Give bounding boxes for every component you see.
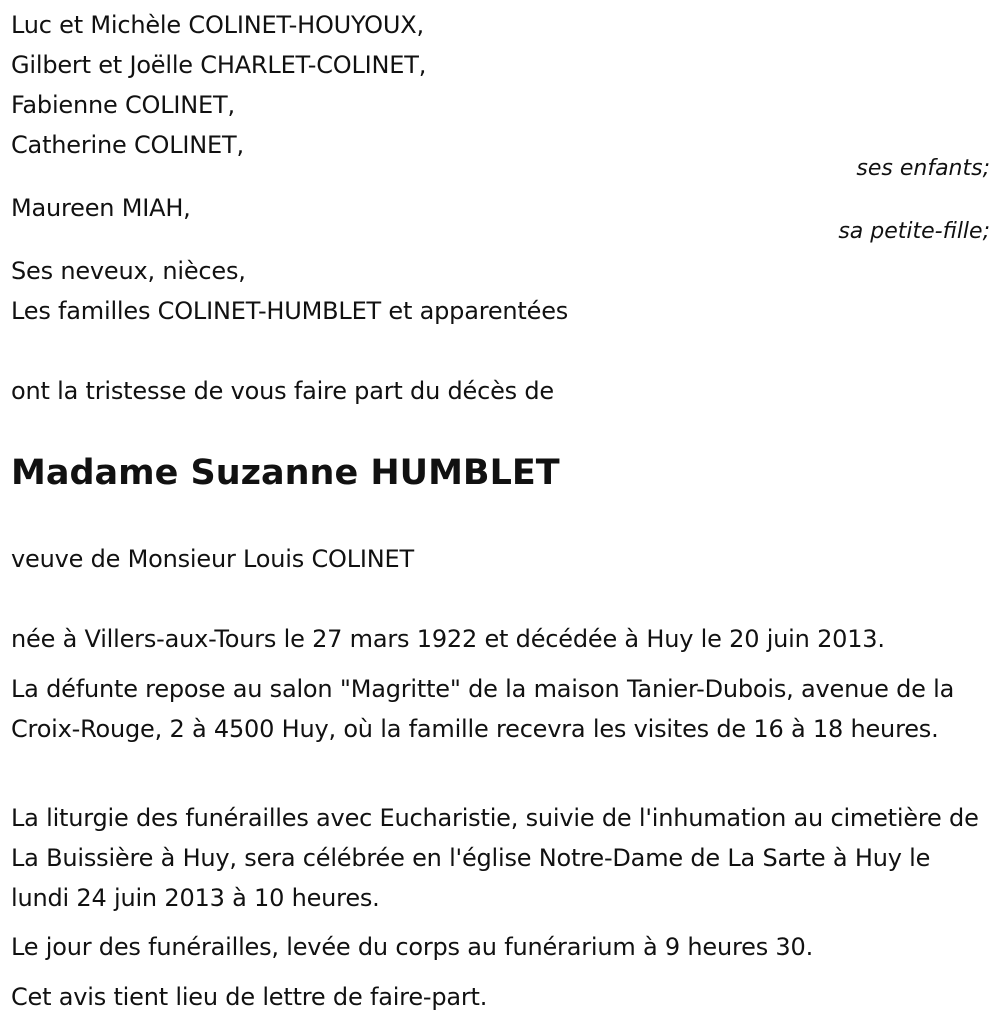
family-line-1: Luc et Michèle COLINET-HOUYOUX, [11, 11, 424, 39]
granddaughter-name: Maureen MIAH, [11, 194, 191, 222]
granddaughter-role: sa petite-fille; [838, 219, 990, 244]
levee-text: Le jour des funérailles, levée du corps au funérarium à 9 heures 30. [11, 933, 814, 961]
widow-of: veuve de Monsieur Louis COLINET [11, 545, 414, 573]
intro-text: ont la tristesse de vous faire part du décès de [11, 377, 554, 405]
visitation-paragraph: La défunte repose au salon "Magritte" de la maison Tanier-Dubois, avenue de la Croix-Rouge, 2 à 4500 Huy, où la famille recevra les visites de 16 à 18 heures. [11, 675, 955, 743]
family-line-3: Fabienne COLINET, [11, 91, 235, 119]
family-line-2: Gilbert et Joëlle CHARLET-COLINET, [11, 51, 427, 79]
closing-text: Cet avis tient lieu de lettre de faire-part. [11, 983, 488, 1011]
birth-death: née à Villers-aux-Tours le 27 mars 1922 et décédée à Huy le 20 juin 2013. [11, 625, 885, 653]
family-line-4: Catherine COLINET, [11, 131, 244, 159]
deceased-name: Madame Suzanne HUMBLET [11, 453, 560, 493]
relatives-line-1: Ses neveux, nièces, [11, 257, 246, 285]
children-role: ses enfants; [856, 156, 990, 181]
relatives-line-2: Les familles COLINET-HUMBLET et apparentées [11, 297, 569, 325]
funeral-paragraph: La liturgie des funérailles avec Eucharistie, suivie de l'inhumation au cimetière de La Buissière à Huy, sera célébrée en l'église Notre-Dame de La Sarte à Huy le lundi 24 juin 2013 à 10 heures. [11, 804, 979, 912]
